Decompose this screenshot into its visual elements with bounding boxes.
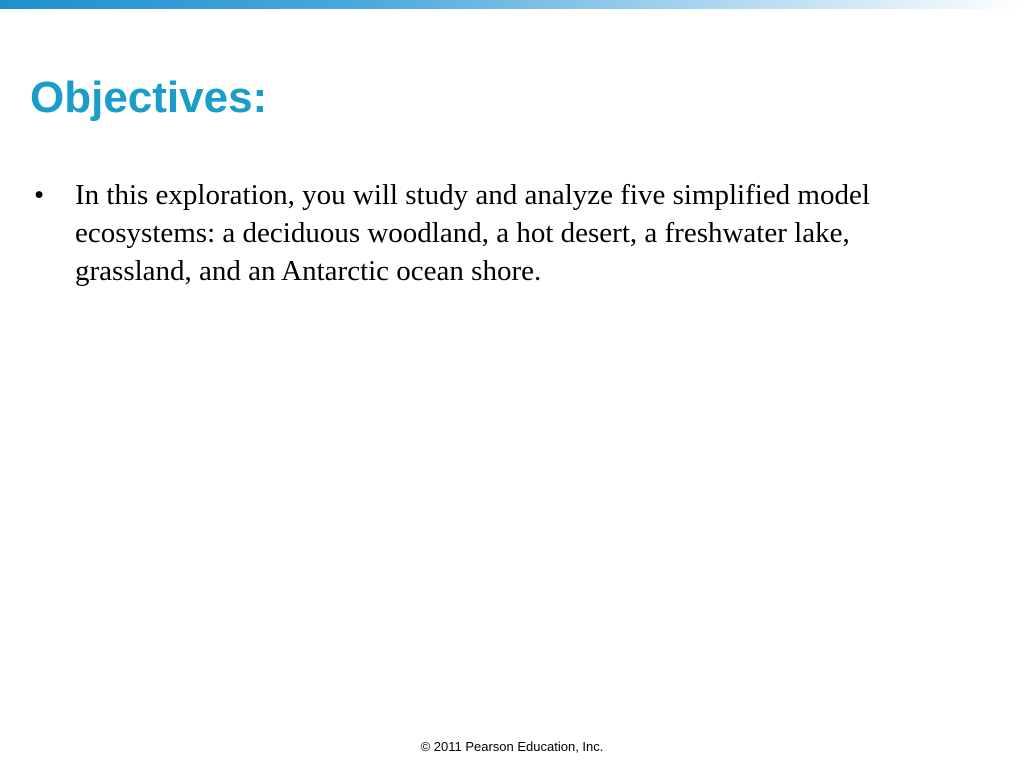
bullet-item (34, 176, 934, 290)
copyright-footer: © 2011 Pearson Education, Inc. (420, 739, 604, 754)
slide-title: Objectives: (30, 73, 268, 122)
bullet-marker: • (34, 179, 45, 211)
bullet-text: In this exploration, you will study and analyze five simplified model ecosystems: a deciduous woodland, a hot desert, a freshwater lake, grassland, and an Antarctic ocean shore. (75, 179, 870, 287)
top-gradient-band (0, 0, 1024, 9)
bullet-list (34, 176, 934, 290)
